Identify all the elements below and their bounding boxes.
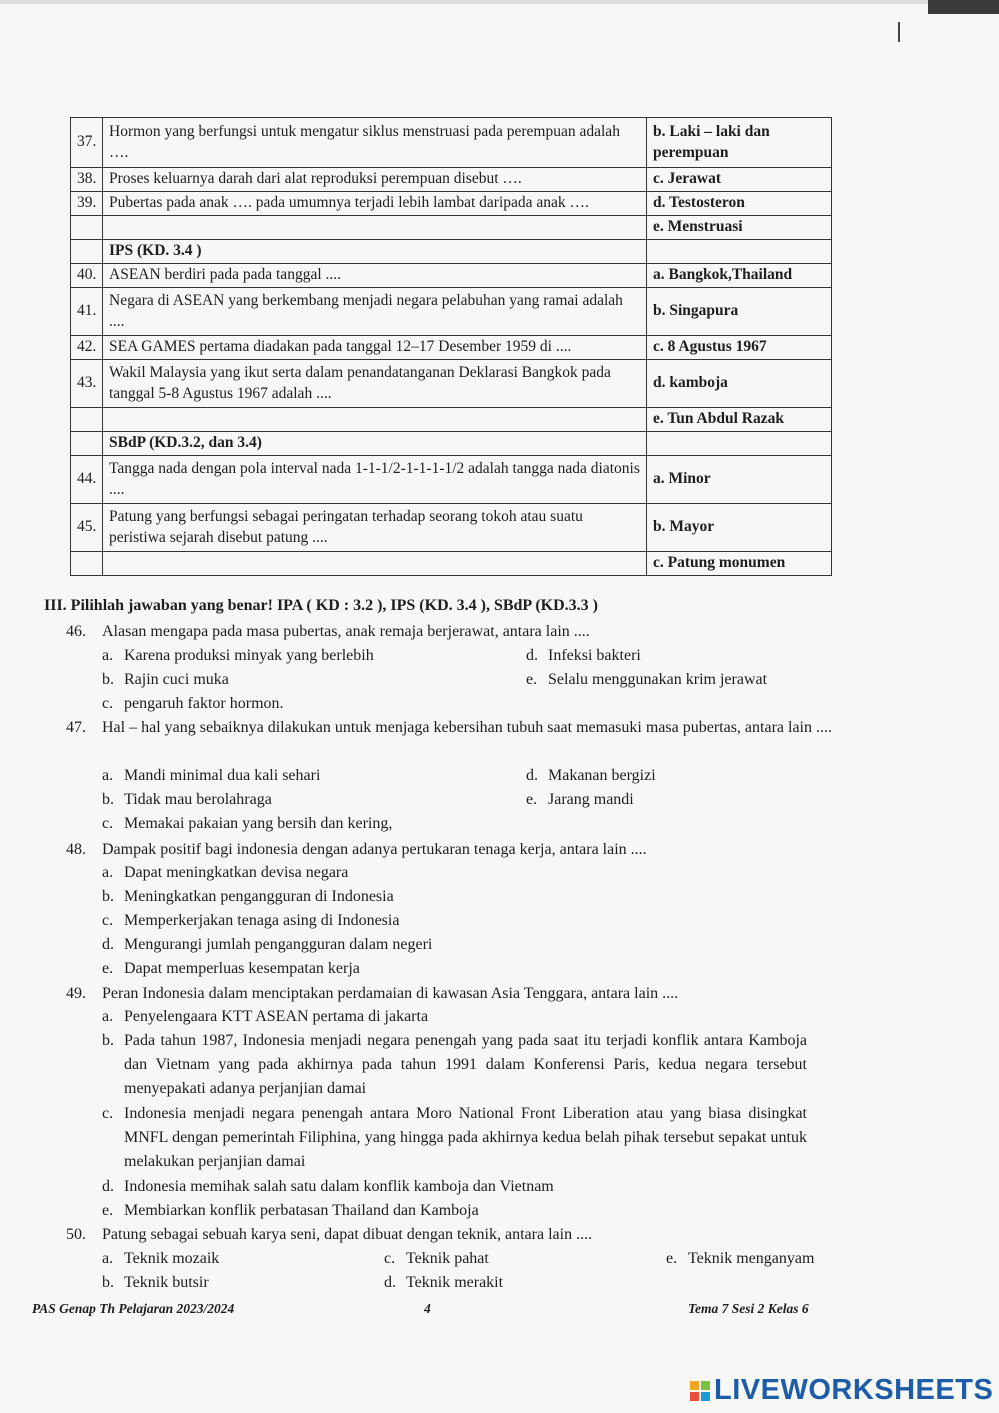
row-number: 38. [71, 168, 103, 192]
table-section-row [71, 240, 832, 264]
row-question: Pubertas pada anak …. pada umumnya terjadi lebih lambat daripada anak …. [103, 192, 647, 216]
question-48 [66, 838, 866, 862]
option-46e[interactable]: e. Selalu menggunakan krim jerawat [526, 671, 768, 688]
table-row [71, 168, 832, 192]
row-question [103, 552, 647, 576]
table-row [71, 408, 832, 432]
option-47b[interactable]: b. Tidak mau berolahraga [102, 791, 272, 808]
option-47e[interactable]: e. Jarang mandi [526, 791, 634, 808]
row-number: 39. [71, 192, 103, 216]
table-row [71, 118, 832, 168]
row-number: 43. [71, 360, 103, 408]
question-text: Peran Indonesia dalam menciptakan perdamaian di kawasan Asia Tenggara, antara lain .... [102, 985, 679, 1002]
question-number: 46. [66, 623, 86, 640]
row-answer[interactable]: a. Bangkok,Thailand [647, 264, 832, 288]
question-text: Patung sebagai sebuah karya seni, dapat dibuat dengan teknik, antara lain .... [102, 1226, 593, 1243]
option-50e[interactable]: e. Teknik menganyam [666, 1250, 815, 1267]
row-number [71, 552, 103, 576]
option-50b[interactable]: b. Teknik butsir [102, 1274, 209, 1291]
option-50a[interactable]: a. Teknik mozaik [102, 1250, 220, 1267]
section-3-heading: III. Pilihlah jawaban yang benar! IPA ( KD : 3.2 ), IPS (KD. 3.4 ), SBdP (KD.3.3 ) [44, 597, 598, 614]
option-49c[interactable]: c. Indonesia menjadi negara penengah antara Moro National Front Liberation atau yang biasa disingkat MNFL dengan pemerintah Filiphina, yang hingga pada akhirnya kedua belah pihak tersebut sepakat untuk melakukan perjanjian damai [102, 1105, 807, 1170]
table-cell-empty [71, 240, 103, 264]
row-answer[interactable]: d. kamboja [647, 360, 832, 408]
option-47d[interactable]: d. Makanan bergizi [526, 767, 656, 784]
option-50c[interactable]: c. Teknik pahat [384, 1250, 489, 1267]
row-number: 45. [71, 504, 103, 552]
table-cell-empty [647, 432, 832, 456]
option-47a[interactable]: a. Mandi minimal dua kali sehari [102, 767, 321, 784]
row-question [103, 216, 647, 240]
table-row [71, 216, 832, 240]
option-49a[interactable]: a. Penyelengaara KTT ASEAN pertama di jakarta [102, 1008, 429, 1025]
option-48c[interactable]: c. Memperkerjakan tenaga asing di Indonesia [102, 912, 400, 929]
option-47c[interactable]: c. Memakai pakaian yang bersih dan kering, [102, 815, 393, 832]
logo-grid-icon [690, 1381, 710, 1401]
option-46c[interactable]: c. pengaruh faktor hormon. [102, 695, 284, 712]
question-number: 50. [66, 1226, 86, 1243]
row-number: 42. [71, 336, 103, 360]
question-49 [66, 982, 866, 1006]
scan-edge [0, 0, 999, 4]
row-question: Proses keluarnya darah dari alat reproduksi perempuan disebut …. [103, 168, 647, 192]
question-text: Dampak positif bagi indonesia dengan adanya pertukaran tenaga kerja, antara lain .... [102, 841, 647, 858]
row-question [103, 408, 647, 432]
option-46b[interactable]: b. Rajin cuci muka [102, 671, 229, 688]
row-question: Negara di ASEAN yang berkembang menjadi negara pelabuhan yang ramai adalah .... [103, 288, 647, 336]
table-row [71, 456, 832, 504]
option-49e[interactable]: e. Membiarkan konflik perbatasan Thailand dan Kamboja [102, 1202, 479, 1219]
row-number: 44. [71, 456, 103, 504]
pen-mark [898, 22, 900, 42]
option-46a[interactable]: a. Karena produksi minyak yang berlebih [102, 647, 374, 664]
row-number [71, 408, 103, 432]
row-question: SEA GAMES pertama diadakan pada tanggal 12–17 Desember 1959 di .... [103, 336, 647, 360]
question-number: 48. [66, 841, 86, 858]
row-answer[interactable]: b. Mayor [647, 504, 832, 552]
table-cell-empty [71, 432, 103, 456]
row-answer[interactable]: e. Menstruasi [647, 216, 832, 240]
row-number: 37. [71, 118, 103, 168]
row-answer[interactable]: c. Jerawat [647, 168, 832, 192]
row-question: Wakil Malaysia yang ikut serta dalam penandatanganan Deklarasi Bangkok pada tanggal 5-8 Agustus 1967 adalah .... [103, 360, 647, 408]
row-question: Tangga nada dengan pola interval nada 1-1-1/2-1-1-1-1/2 adalah tangga nada diatonis .... [103, 456, 647, 504]
row-answer[interactable]: a. Minor [647, 456, 832, 504]
table-row [71, 336, 832, 360]
row-answer[interactable]: b. Singapura [647, 288, 832, 336]
table-row [71, 552, 832, 576]
table-row [71, 360, 832, 408]
scan-corner-shadow [928, 0, 999, 14]
liveworksheets-logo [690, 1374, 993, 1407]
table-row [71, 264, 832, 288]
option-48b[interactable]: b. Meningkatkan pengangguran di Indonesia [102, 888, 394, 905]
row-answer[interactable]: b. Laki – laki dan perempuan [647, 118, 832, 168]
question-number: 47. [66, 719, 86, 736]
question-number: 49. [66, 985, 86, 1002]
question-46 [66, 620, 866, 644]
row-answer[interactable]: c. Patung monumen [647, 552, 832, 576]
option-49d[interactable]: d. Indonesia memihak salah satu dalam konflik kamboja dan Vietnam [102, 1178, 554, 1195]
option-49b[interactable]: b. Pada tahun 1987, Indonesia menjadi negara penengah yang pada saat itu terjadi konflik antara Kamboja dan Vietnam yang pada akhirnya pada tahun 1991 dalam Konferensi Paris, kedua negara tersebut menyepakati adanya perjanjian damai [102, 1032, 807, 1097]
page-number: 4 [424, 1301, 431, 1316]
table-row [71, 504, 832, 552]
footer-left: PAS Genap Th Pelajaran 2023/2024 [32, 1301, 235, 1316]
option-48d[interactable]: d. Mengurangi jumlah pengangguran dalam negeri [102, 936, 433, 953]
row-number: 41. [71, 288, 103, 336]
row-answer[interactable]: d. Testosteron [647, 192, 832, 216]
table-cell-empty [647, 240, 832, 264]
row-number: 40. [71, 264, 103, 288]
logo-text: LIVEWORKSHEETS [714, 1374, 994, 1406]
question-text: Alasan mengapa pada masa pubertas, anak remaja berjerawat, antara lain .... [102, 623, 590, 640]
row-question: Patung yang berfungsi sebagai peringatan terhadap seorang tokoh atau suatu peristiwa sejarah disebut patung .... [103, 504, 647, 552]
row-answer[interactable]: c. 8 Agustus 1967 [647, 336, 832, 360]
row-question: ASEAN berdiri pada pada tanggal .... [103, 264, 647, 288]
footer-right: Tema 7 Sesi 2 Kelas 6 [688, 1301, 809, 1316]
table-section-row [71, 432, 832, 456]
row-number [71, 216, 103, 240]
matching-table [70, 117, 832, 576]
question-text: Hal – hal yang sebaiknya dilakukan untuk menjaga kebersihan tubuh saat memasuki masa pubertas, antara lain .... [102, 719, 832, 736]
option-48a[interactable]: a. Dapat meningkatkan devisa negara [102, 864, 349, 881]
table-section-label: SBdP (KD.3.2, dan 3.4) [103, 432, 647, 456]
option-46d[interactable]: d. Infeksi bakteri [526, 647, 641, 664]
option-50d[interactable]: d. Teknik merakit [384, 1274, 504, 1291]
question-47 [66, 716, 866, 740]
table-row [71, 192, 832, 216]
row-question: Hormon yang berfungsi untuk mengatur siklus menstruasi pada perempuan adalah …. [103, 118, 647, 168]
option-48e[interactable]: e. Dapat memperluas kesempatan kerja [102, 960, 360, 977]
row-answer[interactable]: e. Tun Abdul Razak [647, 408, 832, 432]
table-section-label: IPS (KD. 3.4 ) [103, 240, 647, 264]
table-row [71, 288, 832, 336]
question-50 [66, 1223, 866, 1247]
